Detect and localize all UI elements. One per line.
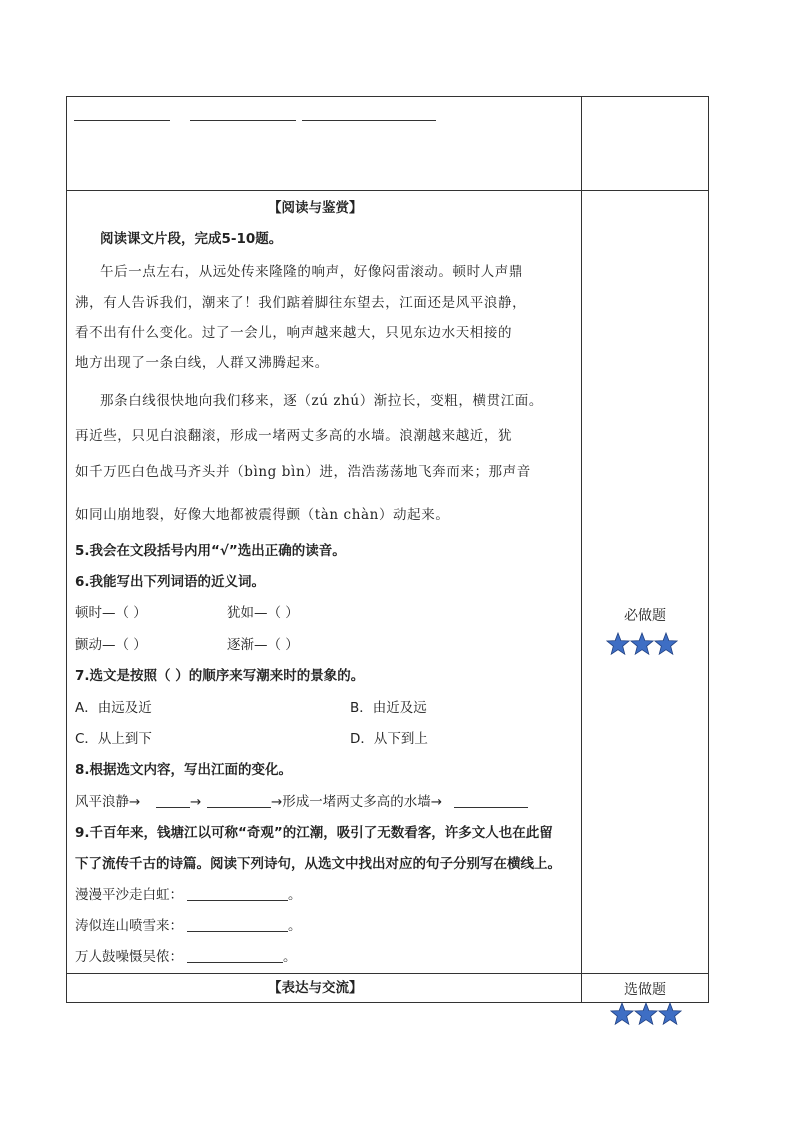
- poem-line: 万人鼓噪慑吴侬：: [75, 949, 183, 965]
- option-d[interactable]: D．从下到上: [350, 731, 428, 747]
- flow-wall: →形成一堵两丈多高的水墙→: [271, 794, 443, 810]
- reading-instruction: 阅读课文片段，完成5-10题。: [100, 231, 283, 247]
- star-icon: [630, 632, 654, 656]
- table-row-divider: [66, 190, 709, 191]
- option-a[interactable]: A．由远及近: [75, 700, 152, 716]
- question-5: 5.我会在文段括号内用“√”选出正确的读音。: [75, 543, 346, 559]
- flow-blank[interactable]: [454, 807, 528, 808]
- question-9-line: 下了流传千古的诗篇。阅读下列诗句，从选文中找出对应的句子分别写在横线上。: [75, 856, 561, 872]
- synonym-item[interactable]: 颤动—（ ）: [75, 637, 147, 653]
- question-9-line: 9.千百年来，钱塘江以可称“奇观”的江潮，吸引了无数看客，许多文人也在此留: [75, 825, 553, 841]
- option-b[interactable]: B．由近及远: [350, 700, 427, 716]
- section-heading-reading: 【阅读与鉴赏】: [268, 200, 363, 216]
- poem-answer-line[interactable]: [187, 962, 283, 963]
- option-c[interactable]: C．从上到下: [75, 731, 152, 747]
- poem-period: 。: [283, 949, 297, 965]
- poem-period: 。: [288, 887, 302, 903]
- table-top-border: [66, 96, 709, 97]
- passage-line: 地方出现了一条白线，人群又沸腾起来。: [75, 355, 329, 371]
- table-left-border: [66, 96, 67, 1003]
- flow-arrow: →: [190, 794, 202, 810]
- question-8: 8.根据选文内容，写出江面的变化。: [75, 762, 293, 778]
- answer-blank-line[interactable]: [302, 120, 436, 121]
- flow-blank[interactable]: [207, 807, 271, 808]
- answer-blank-line[interactable]: [190, 120, 296, 121]
- poem-period: 。: [288, 918, 302, 934]
- table-column-divider: [581, 96, 582, 1003]
- passage-line: 如千万匹白色战马齐头并（bìng bìn）进，浩浩荡荡地飞奔而来；那声音: [75, 464, 531, 480]
- section-heading-expression: 【表达与交流】: [268, 980, 363, 996]
- optional-label: 选做题: [624, 982, 666, 998]
- poem-line: 漫漫平沙走白虹：: [75, 887, 183, 903]
- table-row-divider: [66, 973, 709, 974]
- flow-blank[interactable]: [156, 807, 190, 808]
- star-icon: [606, 632, 630, 656]
- question-7: 7.选文是按照（ ）的顺序来写潮来时的景象的。: [75, 668, 365, 684]
- question-6: 6.我能写出下列词语的近义词。: [75, 574, 266, 590]
- poem-answer-line[interactable]: [187, 931, 288, 932]
- passage-line: 再近些，只见白浪翻滚，形成一堵两丈多高的水墙。浪潮越来越近，犹: [75, 428, 513, 444]
- passage-line: 看不出有什么变化。过了一会儿，响声越来越大，只见东边水天相接的: [75, 325, 513, 341]
- passage-line: 那条白线很快地向我们移来，逐（zú zhú）渐拉长，变粗，横贯江面。: [100, 393, 543, 409]
- star-icon: [634, 1002, 658, 1026]
- poem-line: 涛似连山喷雪来：: [75, 918, 183, 934]
- table-right-border: [708, 96, 709, 1003]
- answer-blank-line[interactable]: [74, 120, 170, 121]
- synonym-item[interactable]: 犹如—（ ）: [227, 605, 299, 621]
- poem-answer-line[interactable]: [187, 900, 288, 901]
- synonym-item[interactable]: 顿时—（ ）: [75, 605, 147, 621]
- required-label: 必做题: [624, 608, 666, 624]
- star-icon: [658, 1002, 682, 1026]
- passage-line: 沸，有人告诉我们，潮来了！我们踮着脚往东望去，江面还是风平浪静，: [75, 295, 527, 311]
- flow-start: 风平浪静→: [75, 794, 141, 810]
- passage-line: 如同山崩地裂，好像大地都被震得颤（tàn chàn）动起来。: [75, 507, 450, 523]
- star-icon: [610, 1002, 634, 1026]
- passage-line: 午后一点左右，从远处传来隆隆的响声，好像闷雷滚动。顿时人声鼎: [100, 264, 523, 280]
- star-icon: [654, 632, 678, 656]
- synonym-item[interactable]: 逐渐—（ ）: [227, 637, 299, 653]
